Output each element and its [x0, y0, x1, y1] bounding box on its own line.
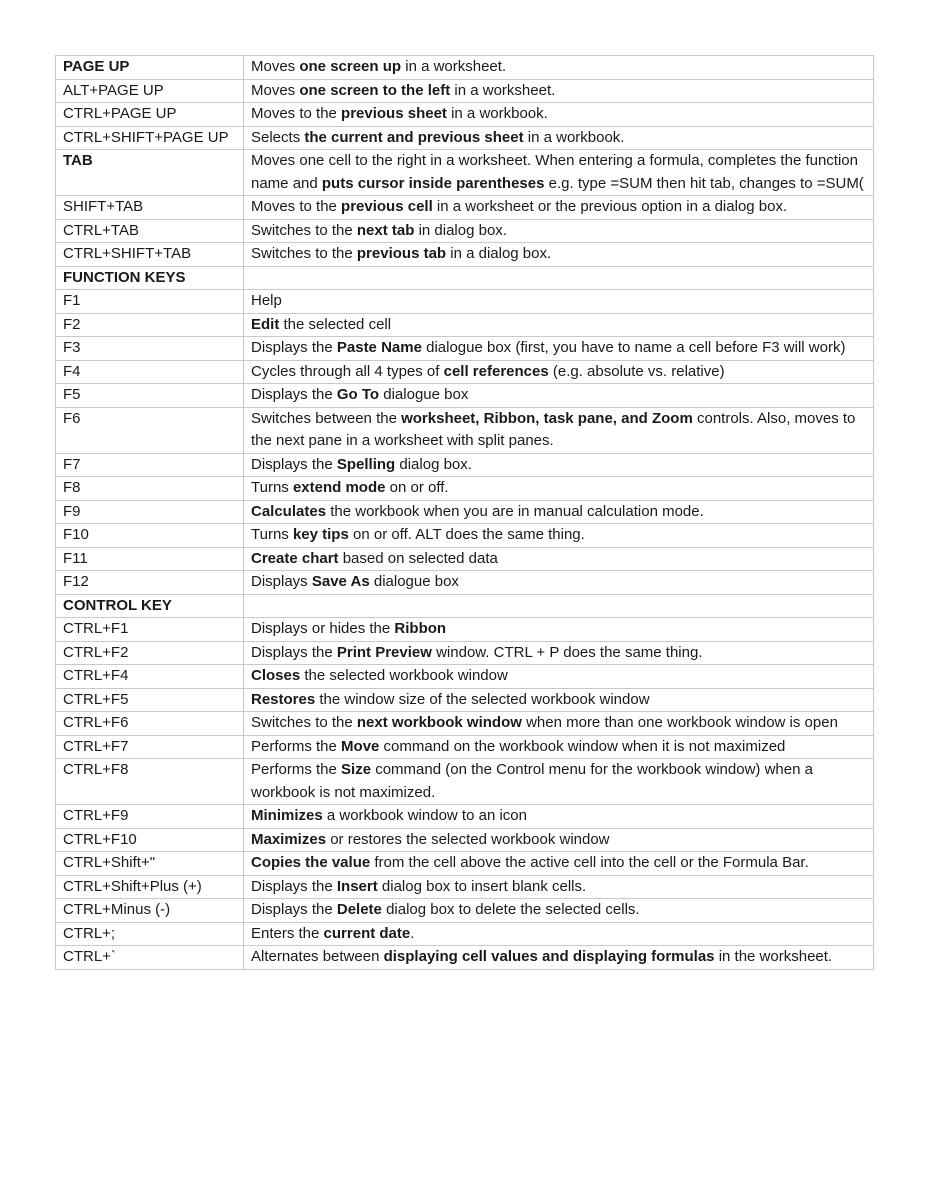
shortcut-description: [244, 899, 874, 923]
description-emphasis: Move: [341, 737, 380, 755]
shortcut-key: F6: [56, 407, 244, 453]
table-row: [56, 946, 874, 970]
description-text: Moves to the: [251, 198, 342, 215]
description-text: on or off.: [385, 479, 449, 496]
description-emphasis: extend mode: [292, 479, 386, 496]
description-text: the workbook when you are in manual calculation mode.: [326, 502, 704, 520]
description-emphasis: one screen to the left: [299, 81, 451, 99]
table-row: [56, 150, 874, 196]
description-text: the selected workbook window: [300, 667, 508, 684]
table-row: [56, 126, 874, 150]
description-text: Displays: [251, 573, 312, 590]
shortcut-key: F10: [56, 524, 244, 548]
description-text: in a worksheet.: [450, 81, 556, 99]
description-text: dialogue box: [369, 573, 459, 590]
description-emphasis: next tab: [356, 221, 415, 239]
shortcut-description: [244, 641, 874, 665]
description-text: Turns: [251, 526, 293, 543]
description-text: dialog box to delete the selected cells.: [381, 901, 640, 918]
shortcut-key: F4: [56, 360, 244, 384]
description-emphasis: Closes: [251, 667, 301, 684]
description-text: the window size of the selected workbook window: [315, 690, 650, 708]
table-row: [56, 665, 874, 689]
table-row: [56, 290, 874, 314]
description-text: e.g. type =SUM then hit tab, changes to =SUM(: [544, 174, 864, 192]
table-row: [56, 219, 874, 243]
description-text: Performs the: [251, 761, 342, 778]
table-row: [56, 594, 874, 618]
description-text: Help: [251, 292, 282, 309]
description-emphasis: previous sheet: [341, 105, 447, 122]
document-page: [55, 55, 873, 970]
description-emphasis: puts cursor inside parentheses: [321, 174, 545, 192]
description-text: Displays the: [251, 455, 337, 473]
description-emphasis: the current and previous sheet: [304, 128, 524, 146]
table-row: [56, 571, 874, 595]
shortcut-key: CTRL+TAB: [56, 219, 244, 243]
shortcut-description: [244, 712, 874, 736]
section-heading: CONTROL KEY: [56, 594, 244, 618]
description-text: .: [410, 924, 415, 942]
description-text: Displays the: [251, 901, 337, 918]
description-emphasis: Size: [341, 761, 372, 778]
description-emphasis: Save As: [311, 573, 370, 590]
description-text: based on selected data: [338, 549, 498, 567]
description-emphasis: Ribbon: [394, 620, 447, 637]
shortcut-description: [244, 571, 874, 595]
description-text: Selects: [251, 128, 305, 146]
description-text: dialog box.: [395, 455, 472, 473]
shortcut-key: ALT+PAGE UP: [56, 79, 244, 103]
table-row: [56, 922, 874, 946]
table-row: [56, 56, 874, 80]
description-emphasis: previous cell: [341, 198, 433, 215]
description-emphasis: Spelling: [336, 455, 396, 473]
shortcut-key: F5: [56, 384, 244, 408]
shortcut-key: CTRL+F2: [56, 641, 244, 665]
description-text: command on the workbook window when it is not maximized: [379, 737, 786, 755]
shortcut-description: [244, 360, 874, 384]
shortcut-description: [244, 688, 874, 712]
shortcut-description: [244, 618, 874, 642]
description-text: dialogue box: [379, 386, 469, 403]
description-text: in dialog box.: [414, 221, 507, 239]
shortcut-description: [244, 946, 874, 970]
description-text: the selected cell: [279, 315, 392, 333]
table-row: [56, 688, 874, 712]
shortcut-key: CTRL+F5: [56, 688, 244, 712]
description-emphasis: current date: [323, 924, 411, 942]
table-row: [56, 384, 874, 408]
description-emphasis: key tips: [292, 526, 349, 543]
description-text: Moves one cell to the right in a worksheet. When entering a formula, completes the function name and: [251, 152, 858, 192]
shortcut-description: [244, 79, 874, 103]
shortcut-description: [244, 313, 874, 337]
table-row: [56, 735, 874, 759]
shortcut-key: F9: [56, 500, 244, 524]
description-emphasis: Delete: [336, 901, 382, 918]
description-text: Moves: [251, 81, 300, 99]
description-text: Turns: [251, 479, 293, 496]
description-text: Displays the: [251, 386, 337, 403]
table-row: [56, 805, 874, 829]
shortcut-key: CTRL+F7: [56, 735, 244, 759]
table-row: [56, 79, 874, 103]
shortcut-description: [244, 852, 874, 876]
table-row: [56, 828, 874, 852]
shortcut-key: SHIFT+TAB: [56, 196, 244, 220]
shortcut-description: [244, 384, 874, 408]
description-text: Switches between the: [251, 409, 402, 427]
shortcut-key: F1: [56, 290, 244, 314]
description-text: command (on the Control menu for the workbook window) when a workbook is not maximized.: [251, 761, 813, 801]
description-text: dialog box to insert blank cells.: [377, 877, 587, 895]
description-text: in a worksheet.: [401, 58, 507, 75]
description-emphasis: Edit: [251, 315, 280, 333]
description-emphasis: worksheet, Ribbon, task pane, and Zoom: [401, 409, 693, 427]
shortcut-key: F7: [56, 453, 244, 477]
description-text: Switches to the: [251, 221, 357, 239]
description-emphasis: Calculates: [251, 502, 327, 520]
description-emphasis: displaying cell values and displaying formulas: [383, 948, 715, 965]
description-text: Displays the: [251, 643, 337, 661]
shortcut-description: [244, 524, 874, 548]
shortcut-description: [244, 759, 874, 805]
description-emphasis: Maximizes: [251, 830, 327, 848]
table-row: [56, 500, 874, 524]
shortcut-key: CTRL+F4: [56, 665, 244, 689]
shortcut-key: CTRL+F6: [56, 712, 244, 736]
table-row: [56, 196, 874, 220]
shortcut-key: CTRL+F10: [56, 828, 244, 852]
shortcut-key: CTRL+F9: [56, 805, 244, 829]
shortcut-key: CTRL+;: [56, 922, 244, 946]
shortcut-key: CTRL+F1: [56, 618, 244, 642]
description-text: in a worksheet or the previous option in a dialog box.: [432, 198, 788, 215]
table-row: [56, 547, 874, 571]
description-text: Switches to the: [251, 245, 357, 262]
shortcut-description: [244, 547, 874, 571]
description-emphasis: Create chart: [251, 549, 339, 567]
description-text: in a dialog box.: [446, 245, 552, 262]
description-emphasis: Restores: [251, 690, 316, 708]
description-text: on or off. ALT does the same thing.: [348, 526, 585, 543]
description-text: from the cell above the active cell into the cell or the Formula Bar.: [370, 854, 809, 871]
shortcut-key: CTRL+Shift+Plus (+): [56, 875, 244, 899]
description-text: Switches to the: [251, 714, 357, 731]
shortcut-table-body: [56, 56, 874, 970]
table-row: [56, 899, 874, 923]
description-text: controls. Also, moves to the next pane in a worksheet with split panes.: [251, 409, 856, 449]
shortcut-key: CTRL+SHIFT+TAB: [56, 243, 244, 267]
shortcut-key: CTRL+F8: [56, 759, 244, 805]
description-text: when more than one workbook window is open: [521, 714, 838, 731]
description-text: Displays or hides the: [251, 620, 395, 637]
table-row: [56, 618, 874, 642]
shortcut-table: [55, 55, 874, 970]
description-text: Alternates between: [251, 948, 384, 965]
shortcut-description: [244, 290, 874, 314]
shortcut-description: [244, 150, 874, 196]
table-row: [56, 337, 874, 361]
table-row: [56, 477, 874, 501]
section-heading: TAB: [56, 150, 244, 196]
description-emphasis: previous tab: [356, 245, 447, 262]
description-text: Displays the: [251, 877, 337, 895]
description-text: in a workbook.: [523, 128, 625, 146]
shortcut-description: [244, 665, 874, 689]
shortcut-key: CTRL+PAGE UP: [56, 103, 244, 127]
table-row: [56, 875, 874, 899]
shortcut-key: CTRL+Minus (-): [56, 899, 244, 923]
description-text: dialogue box (first, you have to name a cell before F3 will work): [421, 339, 846, 356]
shortcut-key: CTRL+Shift+": [56, 852, 244, 876]
table-row: [56, 524, 874, 548]
table-row: [56, 266, 874, 290]
shortcut-description: [244, 196, 874, 220]
description-emphasis: Copies the value: [251, 854, 371, 871]
description-emphasis: Print Preview: [336, 643, 432, 661]
shortcut-description: [244, 407, 874, 453]
table-row: [56, 360, 874, 384]
shortcut-description: [244, 477, 874, 501]
shortcut-key: CTRL+`: [56, 946, 244, 970]
description-text: Enters the: [251, 924, 324, 942]
description-text: or restores the selected workbook window: [326, 830, 610, 848]
section-heading: FUNCTION KEYS: [56, 266, 244, 290]
description-emphasis: Go To: [336, 386, 380, 403]
shortcut-description: [244, 103, 874, 127]
description-emphasis: one screen up: [299, 58, 402, 75]
description-text: window. CTRL + P does the same thing.: [431, 643, 703, 661]
description-emphasis: cell references: [443, 362, 549, 380]
description-text: Moves: [251, 58, 300, 75]
table-row: [56, 641, 874, 665]
shortcut-description: [244, 828, 874, 852]
description-emphasis: Insert: [336, 877, 378, 895]
description-emphasis: next workbook window: [356, 714, 522, 731]
description-text: Displays the: [251, 339, 337, 356]
shortcut-description: [244, 805, 874, 829]
table-row: [56, 453, 874, 477]
shortcut-description: [244, 126, 874, 150]
table-row: [56, 852, 874, 876]
shortcut-key: F11: [56, 547, 244, 571]
shortcut-description: [244, 337, 874, 361]
table-row: [56, 407, 874, 453]
table-row: [56, 313, 874, 337]
shortcut-description: [244, 453, 874, 477]
table-row: [56, 103, 874, 127]
shortcut-key: CTRL+SHIFT+PAGE UP: [56, 126, 244, 150]
table-row: [56, 712, 874, 736]
description-text: Moves to the: [251, 105, 342, 122]
description-text: Cycles through all 4 types of: [251, 362, 444, 380]
shortcut-description: [244, 243, 874, 267]
shortcut-description: [244, 875, 874, 899]
shortcut-description: [244, 56, 874, 80]
description-emphasis: Minimizes: [251, 807, 323, 824]
shortcut-description: [244, 500, 874, 524]
shortcut-description: [244, 266, 874, 290]
shortcut-key: F2: [56, 313, 244, 337]
description-text: in a workbook.: [446, 105, 548, 122]
shortcut-key: F8: [56, 477, 244, 501]
description-text: (e.g. absolute vs. relative): [548, 362, 725, 380]
table-row: [56, 243, 874, 267]
description-text: Performs the: [251, 737, 342, 755]
shortcut-description: [244, 735, 874, 759]
shortcut-description: [244, 219, 874, 243]
shortcut-key: F3: [56, 337, 244, 361]
shortcut-description: [244, 594, 874, 618]
table-row: [56, 759, 874, 805]
section-heading: PAGE UP: [56, 56, 244, 80]
description-text: in the worksheet.: [714, 948, 833, 965]
description-text: a workbook window to an icon: [322, 807, 527, 824]
description-emphasis: Paste Name: [336, 339, 422, 356]
shortcut-key: F12: [56, 571, 244, 595]
shortcut-description: [244, 922, 874, 946]
